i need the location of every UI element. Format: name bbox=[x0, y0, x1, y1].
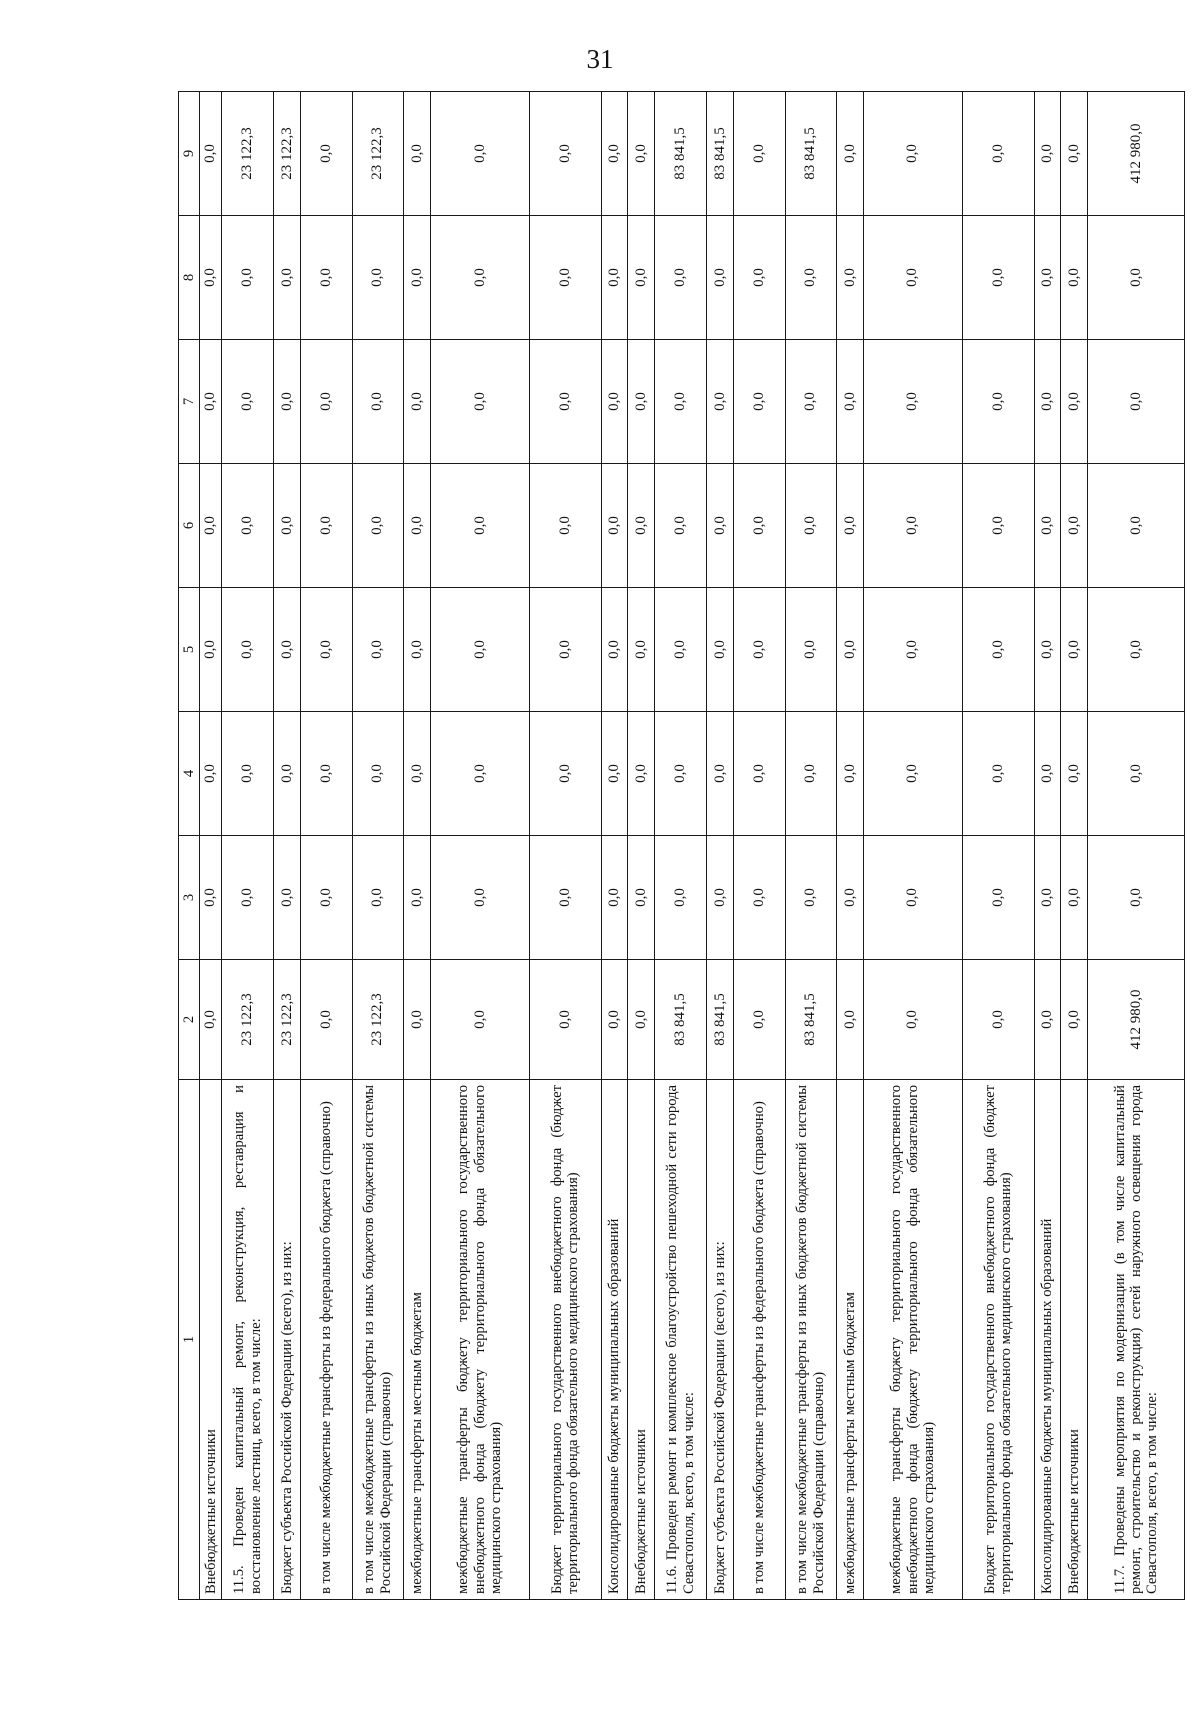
value-cell-col-6: 0,0 bbox=[628, 464, 655, 588]
column-header-5: 5 bbox=[179, 588, 200, 712]
column-header-2: 2 bbox=[179, 960, 200, 1080]
column-header-4: 4 bbox=[179, 712, 200, 836]
value-cell-col-4: 0,0 bbox=[222, 712, 274, 836]
value-cell-col-9: 0,0 bbox=[431, 92, 530, 216]
row-label: в том числе межбюджетные трансферты из иных бюджетов бюджетной системы Российской Федерации (справочно) bbox=[785, 1080, 837, 1600]
value-cell-col-5: 0,0 bbox=[1088, 588, 1185, 712]
value-cell-col-8: 0,0 bbox=[431, 216, 530, 340]
value-cell-col-4: 0,0 bbox=[1034, 712, 1061, 836]
column-header-1: 1 bbox=[179, 1080, 200, 1600]
value-cell-col-8: 0,0 bbox=[200, 216, 222, 340]
value-cell-col-6: 0,0 bbox=[601, 464, 628, 588]
table-row bbox=[300, 92, 352, 1600]
value-cell-col-6: 0,0 bbox=[1088, 464, 1185, 588]
rotated-table-wrapper bbox=[178, 100, 1185, 1600]
value-cell-col-9: 0,0 bbox=[837, 92, 864, 216]
row-label: в том числе межбюджетные трансферты из иных бюджетов бюджетной системы Российской Федерации (справочно) bbox=[352, 1080, 404, 1600]
value-cell-col-9: 0,0 bbox=[300, 92, 352, 216]
value-cell-col-3: 0,0 bbox=[1061, 836, 1088, 960]
value-cell-col-3: 0,0 bbox=[274, 836, 301, 960]
value-cell-col-8: 0,0 bbox=[733, 216, 785, 340]
value-cell-col-2: 0,0 bbox=[601, 960, 628, 1080]
value-cell-col-7: 0,0 bbox=[300, 340, 352, 464]
value-cell-col-6: 0,0 bbox=[837, 464, 864, 588]
value-cell-col-5: 0,0 bbox=[864, 588, 963, 712]
value-cell-col-6: 0,0 bbox=[733, 464, 785, 588]
value-cell-col-5: 0,0 bbox=[628, 588, 655, 712]
row-label: Консолидированные бюджеты муниципальных образований bbox=[1034, 1080, 1061, 1600]
value-cell-col-7: 0,0 bbox=[529, 340, 601, 464]
value-cell-col-9: 0,0 bbox=[733, 92, 785, 216]
value-cell-col-6: 0,0 bbox=[962, 464, 1034, 588]
value-cell-col-9: 0,0 bbox=[529, 92, 601, 216]
table-body bbox=[200, 92, 1185, 1600]
value-cell-col-9: 0,0 bbox=[1034, 92, 1061, 216]
value-cell-col-7: 0,0 bbox=[431, 340, 530, 464]
value-cell-col-5: 0,0 bbox=[733, 588, 785, 712]
value-cell-col-7: 0,0 bbox=[1034, 340, 1061, 464]
value-cell-col-9: 0,0 bbox=[962, 92, 1034, 216]
value-cell-col-8: 0,0 bbox=[864, 216, 963, 340]
value-cell-col-6: 0,0 bbox=[707, 464, 734, 588]
value-cell-col-2: 0,0 bbox=[962, 960, 1034, 1080]
value-cell-col-2: 0,0 bbox=[733, 960, 785, 1080]
row-label: Внебюджетные источники bbox=[1061, 1080, 1088, 1600]
value-cell-col-9: 0,0 bbox=[628, 92, 655, 216]
value-cell-col-7: 0,0 bbox=[962, 340, 1034, 464]
value-cell-col-8: 0,0 bbox=[352, 216, 404, 340]
value-cell-col-3: 0,0 bbox=[300, 836, 352, 960]
value-cell-col-7: 0,0 bbox=[1088, 340, 1185, 464]
value-cell-col-6: 0,0 bbox=[431, 464, 530, 588]
value-cell-col-8: 0,0 bbox=[655, 216, 707, 340]
column-header-9: 9 bbox=[179, 92, 200, 216]
value-cell-col-9: 23 122,3 bbox=[274, 92, 301, 216]
value-cell-col-2: 0,0 bbox=[628, 960, 655, 1080]
row-label: 11.5. Проведен капитальный ремонт, реконструкция, реставрация и восстановление лестниц, всего, в том числе: bbox=[222, 1080, 274, 1600]
table-row bbox=[222, 92, 274, 1600]
table-row bbox=[628, 92, 655, 1600]
value-cell-col-4: 0,0 bbox=[1088, 712, 1185, 836]
table-row bbox=[1034, 92, 1061, 1600]
value-cell-col-6: 0,0 bbox=[352, 464, 404, 588]
value-cell-col-5: 0,0 bbox=[837, 588, 864, 712]
value-cell-col-4: 0,0 bbox=[601, 712, 628, 836]
column-header-8: 8 bbox=[179, 216, 200, 340]
value-cell-col-3: 0,0 bbox=[655, 836, 707, 960]
value-cell-col-4: 0,0 bbox=[655, 712, 707, 836]
value-cell-col-3: 0,0 bbox=[222, 836, 274, 960]
value-cell-col-2: 0,0 bbox=[300, 960, 352, 1080]
value-cell-col-5: 0,0 bbox=[404, 588, 431, 712]
value-cell-col-8: 0,0 bbox=[1061, 216, 1088, 340]
value-cell-col-3: 0,0 bbox=[707, 836, 734, 960]
row-label: Бюджет территориального государственного внебюджетного фонда (бюджет территориального фонда обязательного медицинского страхования) bbox=[962, 1080, 1034, 1600]
value-cell-col-7: 0,0 bbox=[707, 340, 734, 464]
row-label: Бюджет территориального государственного внебюджетного фонда (бюджет территориального фонда обязательного медицинского страхования) bbox=[529, 1080, 601, 1600]
value-cell-col-8: 0,0 bbox=[1088, 216, 1185, 340]
table-row bbox=[200, 92, 222, 1600]
value-cell-col-7: 0,0 bbox=[200, 340, 222, 464]
value-cell-col-7: 0,0 bbox=[601, 340, 628, 464]
value-cell-col-2: 0,0 bbox=[837, 960, 864, 1080]
row-label: 11.7. Проведены мероприятия по модернизации (в том числе капитальный ремонт, строительство и реконструкция) сетей наружного освещения города Севастополя, всего, в том числе: bbox=[1088, 1080, 1185, 1600]
value-cell-col-9: 0,0 bbox=[404, 92, 431, 216]
value-cell-col-4: 0,0 bbox=[274, 712, 301, 836]
value-cell-col-3: 0,0 bbox=[431, 836, 530, 960]
row-label: межбюджетные трансферты бюджету территориального государственного внебюджетного фонда (бюджету территориального фонда обязательного медицинского страхования) bbox=[864, 1080, 963, 1600]
value-cell-col-5: 0,0 bbox=[529, 588, 601, 712]
value-cell-col-8: 0,0 bbox=[1034, 216, 1061, 340]
table-header-row bbox=[179, 92, 200, 1600]
value-cell-col-2: 0,0 bbox=[529, 960, 601, 1080]
value-cell-col-2: 83 841,5 bbox=[655, 960, 707, 1080]
value-cell-col-7: 0,0 bbox=[404, 340, 431, 464]
table-row bbox=[1088, 92, 1185, 1600]
row-label: 11.6. Проведен ремонт и комплексное благоустройство пешеходной сети города Севастополя, всего, в том числе: bbox=[655, 1080, 707, 1600]
table-row bbox=[864, 92, 963, 1600]
value-cell-col-4: 0,0 bbox=[200, 712, 222, 836]
table-row bbox=[601, 92, 628, 1600]
value-cell-col-7: 0,0 bbox=[274, 340, 301, 464]
value-cell-col-9: 83 841,5 bbox=[785, 92, 837, 216]
value-cell-col-3: 0,0 bbox=[628, 836, 655, 960]
value-cell-col-8: 0,0 bbox=[404, 216, 431, 340]
row-label: в том числе межбюджетные трансферты из федерального бюджета (справочно) bbox=[733, 1080, 785, 1600]
value-cell-col-8: 0,0 bbox=[529, 216, 601, 340]
value-cell-col-9: 0,0 bbox=[200, 92, 222, 216]
value-cell-col-4: 0,0 bbox=[733, 712, 785, 836]
value-cell-col-5: 0,0 bbox=[300, 588, 352, 712]
value-cell-col-3: 0,0 bbox=[601, 836, 628, 960]
value-cell-col-4: 0,0 bbox=[300, 712, 352, 836]
value-cell-col-2: 0,0 bbox=[1034, 960, 1061, 1080]
value-cell-col-2: 0,0 bbox=[404, 960, 431, 1080]
value-cell-col-6: 0,0 bbox=[404, 464, 431, 588]
value-cell-col-8: 0,0 bbox=[628, 216, 655, 340]
row-label: межбюджетные трансферты местным бюджетам bbox=[837, 1080, 864, 1600]
value-cell-col-2: 23 122,3 bbox=[352, 960, 404, 1080]
value-cell-col-4: 0,0 bbox=[1061, 712, 1088, 836]
value-cell-col-2: 0,0 bbox=[1061, 960, 1088, 1080]
value-cell-col-3: 0,0 bbox=[733, 836, 785, 960]
value-cell-col-9: 23 122,3 bbox=[222, 92, 274, 216]
value-cell-col-7: 0,0 bbox=[222, 340, 274, 464]
value-cell-col-7: 0,0 bbox=[1061, 340, 1088, 464]
value-cell-col-4: 0,0 bbox=[529, 712, 601, 836]
value-cell-col-3: 0,0 bbox=[352, 836, 404, 960]
value-cell-col-4: 0,0 bbox=[628, 712, 655, 836]
value-cell-col-6: 0,0 bbox=[300, 464, 352, 588]
value-cell-col-8: 0,0 bbox=[962, 216, 1034, 340]
table-row bbox=[404, 92, 431, 1600]
value-cell-col-4: 0,0 bbox=[864, 712, 963, 836]
value-cell-col-3: 0,0 bbox=[785, 836, 837, 960]
table-row bbox=[529, 92, 601, 1600]
value-cell-col-2: 23 122,3 bbox=[274, 960, 301, 1080]
value-cell-col-7: 0,0 bbox=[655, 340, 707, 464]
value-cell-col-5: 0,0 bbox=[707, 588, 734, 712]
value-cell-col-8: 0,0 bbox=[601, 216, 628, 340]
value-cell-col-6: 0,0 bbox=[655, 464, 707, 588]
value-cell-col-6: 0,0 bbox=[529, 464, 601, 588]
value-cell-col-7: 0,0 bbox=[864, 340, 963, 464]
value-cell-col-9: 83 841,5 bbox=[655, 92, 707, 216]
row-label: Бюджет субъекта Российской Федерации (всего), из них: bbox=[274, 1080, 301, 1600]
value-cell-col-8: 0,0 bbox=[222, 216, 274, 340]
value-cell-col-5: 0,0 bbox=[1061, 588, 1088, 712]
value-cell-col-2: 83 841,5 bbox=[707, 960, 734, 1080]
value-cell-col-6: 0,0 bbox=[785, 464, 837, 588]
value-cell-col-5: 0,0 bbox=[274, 588, 301, 712]
value-cell-col-4: 0,0 bbox=[404, 712, 431, 836]
value-cell-col-8: 0,0 bbox=[274, 216, 301, 340]
column-header-3: 3 bbox=[179, 836, 200, 960]
value-cell-col-3: 0,0 bbox=[200, 836, 222, 960]
value-cell-col-4: 0,0 bbox=[837, 712, 864, 836]
value-cell-col-2: 83 841,5 bbox=[785, 960, 837, 1080]
value-cell-col-6: 0,0 bbox=[274, 464, 301, 588]
table-row bbox=[962, 92, 1034, 1600]
value-cell-col-7: 0,0 bbox=[352, 340, 404, 464]
value-cell-col-5: 0,0 bbox=[1034, 588, 1061, 712]
table-row bbox=[274, 92, 301, 1600]
value-cell-col-3: 0,0 bbox=[962, 836, 1034, 960]
value-cell-col-6: 0,0 bbox=[1034, 464, 1061, 588]
row-label: межбюджетные трансферты местным бюджетам bbox=[404, 1080, 431, 1600]
table-row bbox=[733, 92, 785, 1600]
value-cell-col-7: 0,0 bbox=[785, 340, 837, 464]
value-cell-col-8: 0,0 bbox=[785, 216, 837, 340]
table-row bbox=[655, 92, 707, 1600]
row-label: межбюджетные трансферты бюджету территориального государственного внебюджетного фонда (бюджету территориального фонда обязательного медицинского страхования) bbox=[431, 1080, 530, 1600]
column-header-7: 7 bbox=[179, 340, 200, 464]
value-cell-col-5: 0,0 bbox=[785, 588, 837, 712]
row-label: Бюджет субъекта Российской Федерации (всего), из них: bbox=[707, 1080, 734, 1600]
row-label: Консолидированные бюджеты муниципальных образований bbox=[601, 1080, 628, 1600]
value-cell-col-2: 0,0 bbox=[864, 960, 963, 1080]
value-cell-col-2: 0,0 bbox=[431, 960, 530, 1080]
value-cell-col-5: 0,0 bbox=[222, 588, 274, 712]
value-cell-col-6: 0,0 bbox=[200, 464, 222, 588]
value-cell-col-5: 0,0 bbox=[431, 588, 530, 712]
table-row bbox=[431, 92, 530, 1600]
value-cell-col-9: 23 122,3 bbox=[352, 92, 404, 216]
value-cell-col-3: 0,0 bbox=[1088, 836, 1185, 960]
value-cell-col-3: 0,0 bbox=[864, 836, 963, 960]
value-cell-col-3: 0,0 bbox=[404, 836, 431, 960]
value-cell-col-6: 0,0 bbox=[222, 464, 274, 588]
value-cell-col-2: 23 122,3 bbox=[222, 960, 274, 1080]
table-row bbox=[1061, 92, 1088, 1600]
value-cell-col-7: 0,0 bbox=[733, 340, 785, 464]
value-cell-col-4: 0,0 bbox=[962, 712, 1034, 836]
value-cell-col-8: 0,0 bbox=[837, 216, 864, 340]
table-row bbox=[707, 92, 734, 1600]
value-cell-col-9: 0,0 bbox=[864, 92, 963, 216]
value-cell-col-7: 0,0 bbox=[837, 340, 864, 464]
table-row bbox=[837, 92, 864, 1600]
value-cell-col-3: 0,0 bbox=[1034, 836, 1061, 960]
value-cell-col-8: 0,0 bbox=[300, 216, 352, 340]
value-cell-col-8: 0,0 bbox=[707, 216, 734, 340]
value-cell-col-4: 0,0 bbox=[707, 712, 734, 836]
value-cell-col-2: 412 980,0 bbox=[1088, 960, 1185, 1080]
value-cell-col-4: 0,0 bbox=[352, 712, 404, 836]
value-cell-col-2: 0,0 bbox=[200, 960, 222, 1080]
value-cell-col-9: 412 980,0 bbox=[1088, 92, 1185, 216]
row-label: Внебюджетные источники bbox=[628, 1080, 655, 1600]
value-cell-col-3: 0,0 bbox=[837, 836, 864, 960]
value-cell-col-6: 0,0 bbox=[864, 464, 963, 588]
value-cell-col-5: 0,0 bbox=[200, 588, 222, 712]
value-cell-col-5: 0,0 bbox=[601, 588, 628, 712]
value-cell-col-4: 0,0 bbox=[431, 712, 530, 836]
value-cell-col-9: 0,0 bbox=[1061, 92, 1088, 216]
value-cell-col-3: 0,0 bbox=[529, 836, 601, 960]
page-number: 31 bbox=[586, 44, 614, 74]
budget-table bbox=[178, 91, 1185, 1600]
column-header-6: 6 bbox=[179, 464, 200, 588]
value-cell-col-5: 0,0 bbox=[352, 588, 404, 712]
value-cell-col-9: 83 841,5 bbox=[707, 92, 734, 216]
value-cell-col-9: 0,0 bbox=[601, 92, 628, 216]
table-row bbox=[352, 92, 404, 1600]
value-cell-col-7: 0,0 bbox=[628, 340, 655, 464]
row-label: Внебюджетные источники bbox=[200, 1080, 222, 1600]
value-cell-col-4: 0,0 bbox=[785, 712, 837, 836]
value-cell-col-5: 0,0 bbox=[962, 588, 1034, 712]
value-cell-col-6: 0,0 bbox=[1061, 464, 1088, 588]
row-label: в том числе межбюджетные трансферты из федерального бюджета (справочно) bbox=[300, 1080, 352, 1600]
table-row bbox=[785, 92, 837, 1600]
value-cell-col-5: 0,0 bbox=[655, 588, 707, 712]
